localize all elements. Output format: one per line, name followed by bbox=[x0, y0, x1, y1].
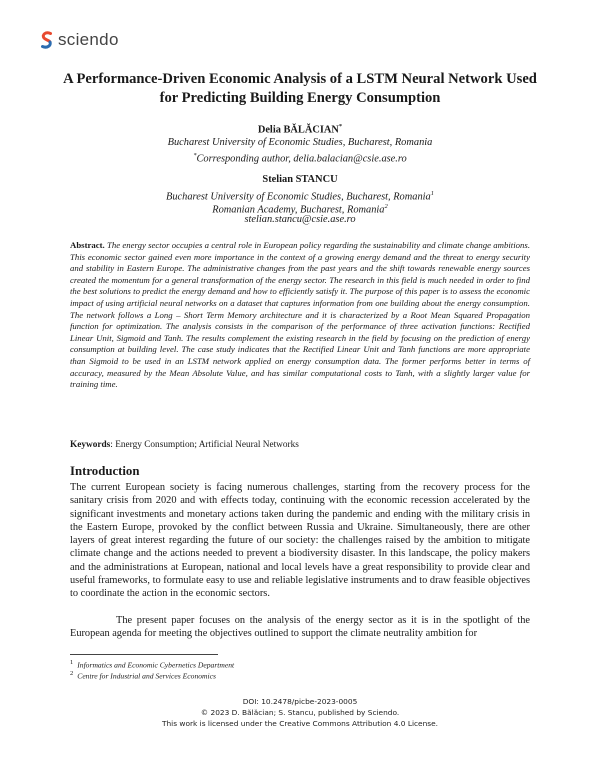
affiliation-2-marker: 2 bbox=[384, 203, 388, 210]
intro-paragraph-2: The present paper focuses on the analysis of the energy sector as it is in the spotlight of the European agenda for meeting the objectives outlined to support the climate neutrality ambition for bbox=[70, 615, 530, 640]
author-2-name: Stelian STANCU bbox=[262, 174, 338, 185]
doi-link[interactable]: DOI: 10.2478/picbe-2023-0005 bbox=[242, 697, 358, 706]
abstract bbox=[70, 240, 530, 391]
abstract-label: Abstract. bbox=[70, 240, 105, 250]
sciendo-logo-icon bbox=[40, 31, 53, 50]
keywords bbox=[70, 440, 530, 450]
author-1-name: Delia BĂLĂCIAN bbox=[257, 124, 339, 136]
footnote-2-text: Centre for Industrial and Services Economics bbox=[77, 671, 216, 681]
abstract-text: The energy sector occupies a central role in European policy regarding the sustainability and climate change ambitions. This economic sector gained even more importance in the context of a growing energy demand and the threat to energy security and stability in Eastern Europe. The administrative changes from the past years and the shift towards renewable energy sources created the momentum for a general transformation of the energy sector. The research in this field is much needed in order to find the best solutions to predict the energy demand and how to efficiently satisfy it. The purpose of this paper is to assess the economic impact of using artificial neural networks on a dataset that captures information from one building about the energy consumption. The network follows a Long – Short Term Memory architecture and it is characterized by a Root Mean Squared Propagation function for optimization. The analysis consists in the comparison of the performance of three activation functions: Rectified Linear Unit, Sigmoid and Tanh. The results complement the existing research in the field by focusing on the prediction of energy consumption at building level. The case study indicates that the Rectified Linear Unit and Tanh functions are more appropriate than Sigmoid to be used in an LSTM network applied on energy consumption data. The former performs better in terms of accuracy, measured by the Mean Absolute Value, and has similar computational costs to Tanh, with a slightly larger value for training time. bbox=[70, 240, 531, 390]
affiliation-1-text: Bucharest University of Economic Studies, Bucharest, Romania bbox=[166, 191, 431, 203]
author-1-affiliation: Bucharest University of Economic Studies, Bucharest, Romania bbox=[167, 137, 433, 148]
keywords-label: Keywords bbox=[70, 440, 111, 450]
author-1 bbox=[0, 123, 600, 135]
footnote-1-marker: 1 bbox=[70, 659, 74, 666]
license-notice[interactable]: This work is licensed under the Creative Commons Attribution 4.0 License. bbox=[161, 719, 439, 728]
publisher-logo[interactable] bbox=[40, 30, 119, 50]
copyright-notice: © 2023 D. Bălăcian; S. Stancu, published by Sciendo. bbox=[200, 708, 400, 717]
keywords-text: : Energy Consumption; Artificial Neural Networks bbox=[110, 440, 299, 450]
corresponding-author-note bbox=[0, 149, 600, 165]
author-1-marker: * bbox=[338, 123, 343, 130]
corresponding-note-text: Corresponding author, delia.balacian@csie.ase.ro bbox=[196, 153, 407, 165]
affiliation-2-text: Romanian Academy, Bucharest, Romania bbox=[212, 204, 385, 216]
paper-title: A Performance-Driven Economic Analysis of a LSTM Neural Network Used for Predicting Building Energy Consumption bbox=[63, 71, 537, 106]
footnote-1 bbox=[70, 659, 234, 670]
publisher-name: sciendo bbox=[58, 30, 119, 49]
footnote-2 bbox=[70, 670, 216, 681]
author-2-email[interactable]: stelian.stancu@csie.ase.ro bbox=[244, 214, 356, 225]
footnote-divider bbox=[70, 654, 218, 655]
section-heading-introduction: Introduction bbox=[70, 464, 140, 478]
footnote-2-marker: 2 bbox=[70, 670, 74, 677]
intro-paragraph-1: The current European society is facing numerous challenges, starting from the recovery process for the sanitary crisis from 2020 and with effects today, continuing with the economic recession accelerated by the significant investments and monetary actions taken during the pandemic and ending with the military crisis in the Eastern Europe, provoked by the conflict between Russia and Ukraine. Simultaneously, there are other layers of great interest regarding the future of our society: the challenges raised by the ambition to mitigate climate change and the actions needed to prevent a biodiversity disaster. In this landscape, the policy makers and the administrations at European, national and local levels have a great responsibility to provide clear and useful frameworks, to formulate easy to use and reliable legislative instruments and to draw feasible objectives to coordinate the action in the economic sectors. bbox=[70, 482, 530, 600]
corresponding-marker: * bbox=[193, 152, 197, 159]
footnote-1-text: Informatics and Economic Cybernetics Department bbox=[77, 660, 235, 670]
affiliation-1-marker: 1 bbox=[430, 190, 434, 197]
